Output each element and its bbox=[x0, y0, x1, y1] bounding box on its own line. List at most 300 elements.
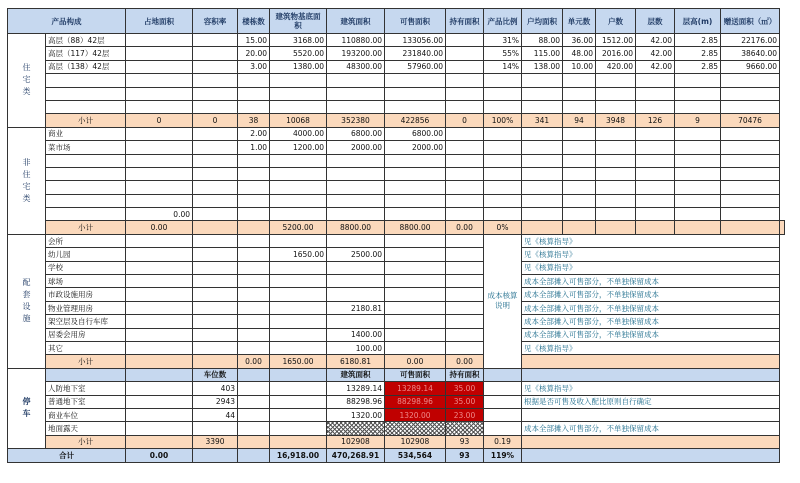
cell[interactable]: 93 bbox=[446, 435, 484, 448]
cell[interactable] bbox=[238, 368, 270, 381]
cell[interactable] bbox=[238, 449, 270, 462]
cell[interactable] bbox=[636, 208, 675, 221]
cell[interactable] bbox=[446, 141, 484, 154]
cell[interactable] bbox=[446, 341, 484, 354]
cell[interactable] bbox=[193, 181, 238, 194]
cell[interactable] bbox=[126, 355, 193, 368]
cell[interactable]: 1512.00 bbox=[596, 34, 636, 47]
cell[interactable] bbox=[522, 355, 780, 368]
cell[interactable]: 16,918.00 bbox=[270, 449, 327, 462]
cell[interactable] bbox=[193, 449, 238, 462]
cell[interactable] bbox=[636, 127, 675, 140]
cell[interactable] bbox=[596, 154, 636, 167]
cell[interactable] bbox=[193, 315, 238, 328]
cell[interactable] bbox=[484, 208, 522, 221]
cell[interactable] bbox=[126, 422, 193, 435]
note-cell[interactable] bbox=[522, 408, 780, 421]
cell[interactable] bbox=[522, 141, 563, 154]
cell[interactable]: 商业车位 bbox=[46, 408, 126, 421]
cell[interactable] bbox=[484, 74, 522, 87]
cell[interactable] bbox=[238, 341, 270, 354]
cell[interactable]: 会所 bbox=[46, 234, 126, 247]
cell[interactable] bbox=[446, 261, 484, 274]
note-cell[interactable]: 成本全部摊入可售部分，不单独保留成本 bbox=[522, 315, 780, 328]
cell[interactable]: 44 bbox=[193, 408, 238, 421]
cell[interactable] bbox=[596, 74, 636, 87]
col-floor-height[interactable]: 层高(m) bbox=[675, 9, 721, 34]
cell[interactable] bbox=[327, 315, 385, 328]
cell[interactable]: 5200.00 bbox=[270, 221, 327, 234]
cell[interactable] bbox=[270, 382, 327, 395]
cell[interactable] bbox=[446, 100, 484, 113]
cell[interactable]: 534,564 bbox=[385, 449, 446, 462]
cell[interactable] bbox=[522, 368, 780, 381]
cell[interactable]: 3948 bbox=[596, 114, 636, 127]
cell[interactable]: 88.00 bbox=[522, 34, 563, 47]
cell[interactable]: 88298.96 bbox=[327, 395, 385, 408]
cell[interactable] bbox=[270, 100, 327, 113]
cell[interactable] bbox=[522, 181, 563, 194]
cell[interactable] bbox=[721, 74, 780, 87]
cell[interactable] bbox=[563, 141, 596, 154]
cell[interactable] bbox=[270, 154, 327, 167]
cell[interactable] bbox=[270, 341, 327, 354]
cell[interactable] bbox=[46, 181, 126, 194]
cell[interactable] bbox=[596, 221, 636, 234]
cell[interactable]: 其它 bbox=[46, 341, 126, 354]
cell[interactable] bbox=[721, 87, 780, 100]
cell[interactable] bbox=[46, 100, 126, 113]
cell[interactable]: 商业 bbox=[46, 127, 126, 140]
cell[interactable]: 5520.00 bbox=[270, 47, 327, 60]
cell[interactable]: 0 bbox=[193, 114, 238, 127]
cell[interactable] bbox=[238, 301, 270, 314]
cell[interactable] bbox=[596, 194, 636, 207]
cell[interactable]: 小计 bbox=[46, 221, 126, 234]
cell[interactable] bbox=[721, 194, 780, 207]
cell[interactable]: 20.00 bbox=[238, 47, 270, 60]
cell[interactable]: 2.85 bbox=[675, 47, 721, 60]
cell[interactable] bbox=[126, 181, 193, 194]
cell[interactable]: 2500.00 bbox=[327, 248, 385, 261]
cell[interactable] bbox=[126, 127, 193, 140]
cell[interactable] bbox=[193, 328, 238, 341]
cell[interactable]: 地面露天 bbox=[46, 422, 126, 435]
cell[interactable]: 48300.00 bbox=[327, 60, 385, 73]
cell[interactable] bbox=[385, 208, 446, 221]
col-floors[interactable]: 层数 bbox=[636, 9, 675, 34]
cell[interactable]: 422856 bbox=[385, 114, 446, 127]
cell[interactable] bbox=[193, 208, 238, 221]
cell[interactable]: 57960.00 bbox=[385, 60, 446, 73]
cell[interactable] bbox=[675, 208, 721, 221]
cell[interactable] bbox=[193, 141, 238, 154]
cell[interactable] bbox=[484, 87, 522, 100]
note-cell[interactable]: 见《核算指导》 bbox=[522, 382, 780, 395]
cell[interactable]: 38 bbox=[238, 114, 270, 127]
cell[interactable] bbox=[446, 47, 484, 60]
cell[interactable]: 1650.00 bbox=[270, 355, 327, 368]
cell[interactable] bbox=[596, 141, 636, 154]
cell[interactable] bbox=[636, 87, 675, 100]
cell[interactable] bbox=[675, 194, 721, 207]
cell[interactable] bbox=[46, 194, 126, 207]
cell[interactable] bbox=[126, 435, 193, 448]
cell[interactable] bbox=[270, 181, 327, 194]
cell[interactable] bbox=[126, 301, 193, 314]
cell[interactable] bbox=[385, 315, 446, 328]
cell[interactable]: 小计 bbox=[46, 435, 126, 448]
cell[interactable] bbox=[385, 261, 446, 274]
cell[interactable] bbox=[270, 74, 327, 87]
note-cell[interactable]: 见《核算指导》 bbox=[522, 261, 780, 274]
section-nonresidential[interactable]: 非 住 宅 类 bbox=[8, 127, 46, 234]
note-cell[interactable]: 成本全部摊入可售部分，不单独保留成本 bbox=[522, 288, 780, 301]
cell[interactable] bbox=[522, 167, 563, 180]
cell[interactable] bbox=[126, 328, 193, 341]
cell[interactable] bbox=[126, 154, 193, 167]
cell[interactable]: 42.00 bbox=[636, 34, 675, 47]
cell[interactable] bbox=[675, 74, 721, 87]
cell[interactable]: 88298.96 bbox=[385, 395, 446, 408]
cell[interactable] bbox=[327, 288, 385, 301]
cell[interactable] bbox=[446, 248, 484, 261]
cell[interactable] bbox=[193, 74, 238, 87]
cell[interactable] bbox=[446, 154, 484, 167]
cell[interactable]: 0.00 bbox=[385, 355, 446, 368]
cell[interactable] bbox=[46, 74, 126, 87]
cell[interactable] bbox=[522, 435, 780, 448]
cell[interactable] bbox=[327, 208, 385, 221]
cell[interactable]: 0.00 bbox=[126, 221, 193, 234]
cell[interactable]: 0.00 bbox=[238, 355, 270, 368]
section-residential[interactable]: 住 宅 类 bbox=[8, 34, 46, 128]
note-cell[interactable]: 见《核算指导》 bbox=[522, 248, 780, 261]
cell[interactable] bbox=[327, 100, 385, 113]
cell[interactable]: 小计 bbox=[46, 355, 126, 368]
cell[interactable] bbox=[126, 60, 193, 73]
cell[interactable] bbox=[446, 127, 484, 140]
cell[interactable] bbox=[780, 221, 785, 234]
cell[interactable]: 10.00 bbox=[563, 60, 596, 73]
cell[interactable] bbox=[270, 87, 327, 100]
cell[interactable]: 2016.00 bbox=[596, 47, 636, 60]
note-cell[interactable]: 成本全部摊入可售部分，不单独保留成本 bbox=[522, 301, 780, 314]
cell[interactable] bbox=[270, 395, 327, 408]
note-cell[interactable]: 根据是否可售及收入配比原则自行确定 bbox=[522, 395, 780, 408]
cell[interactable]: 架空层及自行车库 bbox=[46, 315, 126, 328]
cell[interactable] bbox=[193, 248, 238, 261]
cell[interactable] bbox=[126, 382, 193, 395]
cell[interactable] bbox=[126, 368, 193, 381]
cell[interactable]: 93 bbox=[446, 449, 484, 462]
cell[interactable]: 0.00 bbox=[446, 221, 484, 234]
cell[interactable] bbox=[385, 181, 446, 194]
cell[interactable] bbox=[270, 435, 327, 448]
cell[interactable] bbox=[126, 315, 193, 328]
cell[interactable] bbox=[446, 181, 484, 194]
cell[interactable] bbox=[636, 154, 675, 167]
cell[interactable] bbox=[193, 60, 238, 73]
cell[interactable] bbox=[675, 181, 721, 194]
note-cell[interactable]: 见《核算指导》 bbox=[522, 341, 780, 354]
cell[interactable]: 9660.00 bbox=[721, 60, 780, 73]
cell[interactable]: 8800.00 bbox=[327, 221, 385, 234]
cell[interactable] bbox=[238, 328, 270, 341]
cell[interactable] bbox=[238, 422, 270, 435]
cell[interactable] bbox=[675, 100, 721, 113]
cell[interactable] bbox=[446, 194, 484, 207]
cell[interactable]: 48.00 bbox=[563, 47, 596, 60]
cell[interactable]: 13289.14 bbox=[385, 382, 446, 395]
col-saleable[interactable]: 可售面积 bbox=[385, 9, 446, 34]
col-gfa[interactable]: 建筑面积 bbox=[327, 9, 385, 34]
col-land-area[interactable]: 占地面积 bbox=[126, 9, 193, 34]
cell[interactable] bbox=[385, 167, 446, 180]
cell[interactable] bbox=[721, 154, 780, 167]
cell[interactable]: 0% bbox=[484, 221, 522, 234]
cell[interactable] bbox=[327, 87, 385, 100]
cell[interactable] bbox=[446, 34, 484, 47]
cell[interactable] bbox=[446, 315, 484, 328]
cell[interactable] bbox=[563, 181, 596, 194]
cell[interactable]: 13289.14 bbox=[327, 382, 385, 395]
cell[interactable]: 94 bbox=[563, 114, 596, 127]
cell[interactable]: 幼儿园 bbox=[46, 248, 126, 261]
cell[interactable] bbox=[721, 181, 780, 194]
cell[interactable]: 35.00 bbox=[446, 395, 484, 408]
cell[interactable] bbox=[484, 154, 522, 167]
cell[interactable] bbox=[238, 167, 270, 180]
cell[interactable] bbox=[238, 221, 270, 234]
cell[interactable]: 22176.00 bbox=[721, 34, 780, 47]
cell[interactable] bbox=[522, 208, 563, 221]
cell[interactable] bbox=[484, 408, 522, 421]
cell[interactable] bbox=[193, 34, 238, 47]
cell[interactable] bbox=[484, 382, 522, 395]
cell[interactable] bbox=[327, 181, 385, 194]
cell[interactable] bbox=[238, 154, 270, 167]
cell[interactable] bbox=[327, 275, 385, 288]
cell[interactable] bbox=[126, 261, 193, 274]
cell[interactable] bbox=[126, 141, 193, 154]
cell[interactable] bbox=[46, 87, 126, 100]
cell[interactable]: 2943 bbox=[193, 395, 238, 408]
cell[interactable] bbox=[126, 194, 193, 207]
cell[interactable] bbox=[563, 87, 596, 100]
cell[interactable] bbox=[238, 395, 270, 408]
cell[interactable] bbox=[126, 395, 193, 408]
cell[interactable]: 138.00 bbox=[522, 60, 563, 73]
cell[interactable] bbox=[238, 408, 270, 421]
cell[interactable] bbox=[238, 87, 270, 100]
cell[interactable]: 341 bbox=[522, 114, 563, 127]
cell[interactable] bbox=[270, 301, 327, 314]
cell[interactable] bbox=[484, 368, 522, 381]
col-units[interactable]: 单元数 bbox=[563, 9, 596, 34]
cell[interactable] bbox=[484, 141, 522, 154]
cell[interactable]: 100.00 bbox=[327, 341, 385, 354]
cell[interactable] bbox=[596, 181, 636, 194]
cell[interactable] bbox=[270, 288, 327, 301]
cell[interactable]: 0.00 bbox=[126, 449, 193, 462]
cell[interactable]: 1.00 bbox=[238, 141, 270, 154]
cell[interactable] bbox=[385, 301, 446, 314]
cell[interactable] bbox=[596, 208, 636, 221]
cell[interactable] bbox=[385, 154, 446, 167]
cell[interactable] bbox=[126, 47, 193, 60]
cell[interactable] bbox=[522, 87, 563, 100]
cell[interactable]: 38640.00 bbox=[721, 47, 780, 60]
cell[interactable]: 持有面积 bbox=[446, 368, 484, 381]
cell[interactable]: 6800.00 bbox=[327, 127, 385, 140]
section-parking[interactable]: 停 车 bbox=[8, 368, 46, 448]
cell[interactable] bbox=[636, 181, 675, 194]
cell[interactable]: 2.85 bbox=[675, 60, 721, 73]
cell[interactable] bbox=[327, 194, 385, 207]
cell[interactable] bbox=[721, 127, 780, 140]
cell[interactable] bbox=[636, 194, 675, 207]
cell[interactable] bbox=[193, 422, 238, 435]
cell[interactable] bbox=[270, 208, 327, 221]
cell[interactable]: 102908 bbox=[327, 435, 385, 448]
cell[interactable] bbox=[327, 261, 385, 274]
cell[interactable]: 6800.00 bbox=[385, 127, 446, 140]
cell[interactable] bbox=[270, 408, 327, 421]
cell[interactable]: 车位数 bbox=[193, 368, 238, 381]
cell[interactable] bbox=[675, 141, 721, 154]
cell[interactable]: 高层（138）42层 bbox=[46, 60, 126, 73]
cell[interactable] bbox=[126, 408, 193, 421]
cell[interactable]: 2.85 bbox=[675, 34, 721, 47]
cell[interactable] bbox=[721, 141, 780, 154]
cell[interactable]: 高层（117）42层 bbox=[46, 47, 126, 60]
col-far[interactable]: 容积率 bbox=[193, 9, 238, 34]
note-cell[interactable]: 成本全部摊入可售部分，不单独保留成本 bbox=[522, 422, 780, 435]
cell[interactable] bbox=[484, 395, 522, 408]
cell[interactable]: 0 bbox=[126, 114, 193, 127]
cell[interactable] bbox=[484, 181, 522, 194]
cell[interactable] bbox=[193, 194, 238, 207]
cell[interactable] bbox=[238, 194, 270, 207]
cell[interactable] bbox=[270, 422, 327, 435]
cell[interactable] bbox=[563, 221, 596, 234]
cell[interactable]: 1200.00 bbox=[270, 141, 327, 154]
cell[interactable]: 31% bbox=[484, 34, 522, 47]
cell[interactable]: 102908 bbox=[385, 435, 446, 448]
cell[interactable]: 9 bbox=[675, 114, 721, 127]
cell[interactable]: 1380.00 bbox=[270, 60, 327, 73]
cell[interactable]: 居委会用房 bbox=[46, 328, 126, 341]
cell[interactable] bbox=[126, 234, 193, 247]
cell[interactable]: 352380 bbox=[327, 114, 385, 127]
cell[interactable] bbox=[563, 127, 596, 140]
cell[interactable] bbox=[596, 87, 636, 100]
cell[interactable]: 建筑面积 bbox=[327, 368, 385, 381]
cell[interactable] bbox=[126, 100, 193, 113]
cell[interactable]: 36.00 bbox=[563, 34, 596, 47]
cell[interactable] bbox=[193, 288, 238, 301]
cell[interactable] bbox=[238, 435, 270, 448]
cell[interactable] bbox=[596, 100, 636, 113]
cell[interactable] bbox=[238, 208, 270, 221]
cell[interactable] bbox=[193, 301, 238, 314]
cell[interactable]: 193200.00 bbox=[327, 47, 385, 60]
cell[interactable] bbox=[193, 275, 238, 288]
col-gift-area[interactable]: 赠送面积（㎡） bbox=[721, 9, 780, 34]
cell[interactable] bbox=[385, 234, 446, 247]
cell[interactable] bbox=[636, 100, 675, 113]
cell[interactable]: 3390 bbox=[193, 435, 238, 448]
cell[interactable] bbox=[721, 208, 780, 221]
cell[interactable] bbox=[385, 87, 446, 100]
cell[interactable] bbox=[270, 234, 327, 247]
cell[interactable] bbox=[46, 208, 126, 221]
cell[interactable] bbox=[446, 301, 484, 314]
cell[interactable] bbox=[238, 248, 270, 261]
cell[interactable]: 3168.00 bbox=[270, 34, 327, 47]
cell[interactable]: 133056.00 bbox=[385, 34, 446, 47]
cell[interactable] bbox=[636, 221, 675, 234]
cell[interactable] bbox=[238, 181, 270, 194]
cell[interactable]: 3.00 bbox=[238, 60, 270, 73]
cell[interactable]: 普通地下室 bbox=[46, 395, 126, 408]
cell[interactable]: 1650.00 bbox=[270, 248, 327, 261]
cell[interactable]: 2000.00 bbox=[327, 141, 385, 154]
cell[interactable] bbox=[484, 100, 522, 113]
section-facilities[interactable]: 配 套 设 施 bbox=[8, 234, 46, 368]
cell[interactable] bbox=[193, 261, 238, 274]
cell[interactable] bbox=[675, 154, 721, 167]
cell[interactable]: 小计 bbox=[46, 114, 126, 127]
cell[interactable] bbox=[193, 127, 238, 140]
hatched-cell[interactable] bbox=[522, 449, 780, 462]
cell[interactable]: 1400.00 bbox=[327, 328, 385, 341]
cell[interactable] bbox=[385, 328, 446, 341]
cell[interactable] bbox=[327, 234, 385, 247]
cell[interactable]: 470,268.91 bbox=[327, 449, 385, 462]
cell[interactable] bbox=[721, 100, 780, 113]
cell[interactable]: 高层（88）42层 bbox=[46, 34, 126, 47]
cell[interactable]: 4000.00 bbox=[270, 127, 327, 140]
cell[interactable]: 0.00 bbox=[446, 355, 484, 368]
cell[interactable]: 2000.00 bbox=[385, 141, 446, 154]
cell[interactable] bbox=[270, 167, 327, 180]
cell[interactable]: 0.00 bbox=[126, 208, 193, 221]
cell[interactable] bbox=[636, 141, 675, 154]
cell[interactable] bbox=[522, 221, 563, 234]
col-hold[interactable]: 持有面积 bbox=[446, 9, 484, 34]
cell[interactable] bbox=[238, 275, 270, 288]
cell[interactable] bbox=[484, 194, 522, 207]
cell[interactable]: 学校 bbox=[46, 261, 126, 274]
cell[interactable] bbox=[446, 74, 484, 87]
cell[interactable] bbox=[446, 288, 484, 301]
cell[interactable] bbox=[270, 194, 327, 207]
cell[interactable]: 115.00 bbox=[522, 47, 563, 60]
cell[interactable] bbox=[446, 275, 484, 288]
cell[interactable] bbox=[126, 74, 193, 87]
cell[interactable]: 35.00 bbox=[446, 382, 484, 395]
cell[interactable] bbox=[270, 315, 327, 328]
cell[interactable] bbox=[522, 154, 563, 167]
cell[interactable] bbox=[675, 87, 721, 100]
cell[interactable] bbox=[446, 87, 484, 100]
cell[interactable] bbox=[596, 127, 636, 140]
cost-memo-cell[interactable]: 成本核算说明 bbox=[484, 234, 522, 368]
cell[interactable]: 2180.81 bbox=[327, 301, 385, 314]
col-avg-area[interactable]: 户均面积 bbox=[522, 9, 563, 34]
